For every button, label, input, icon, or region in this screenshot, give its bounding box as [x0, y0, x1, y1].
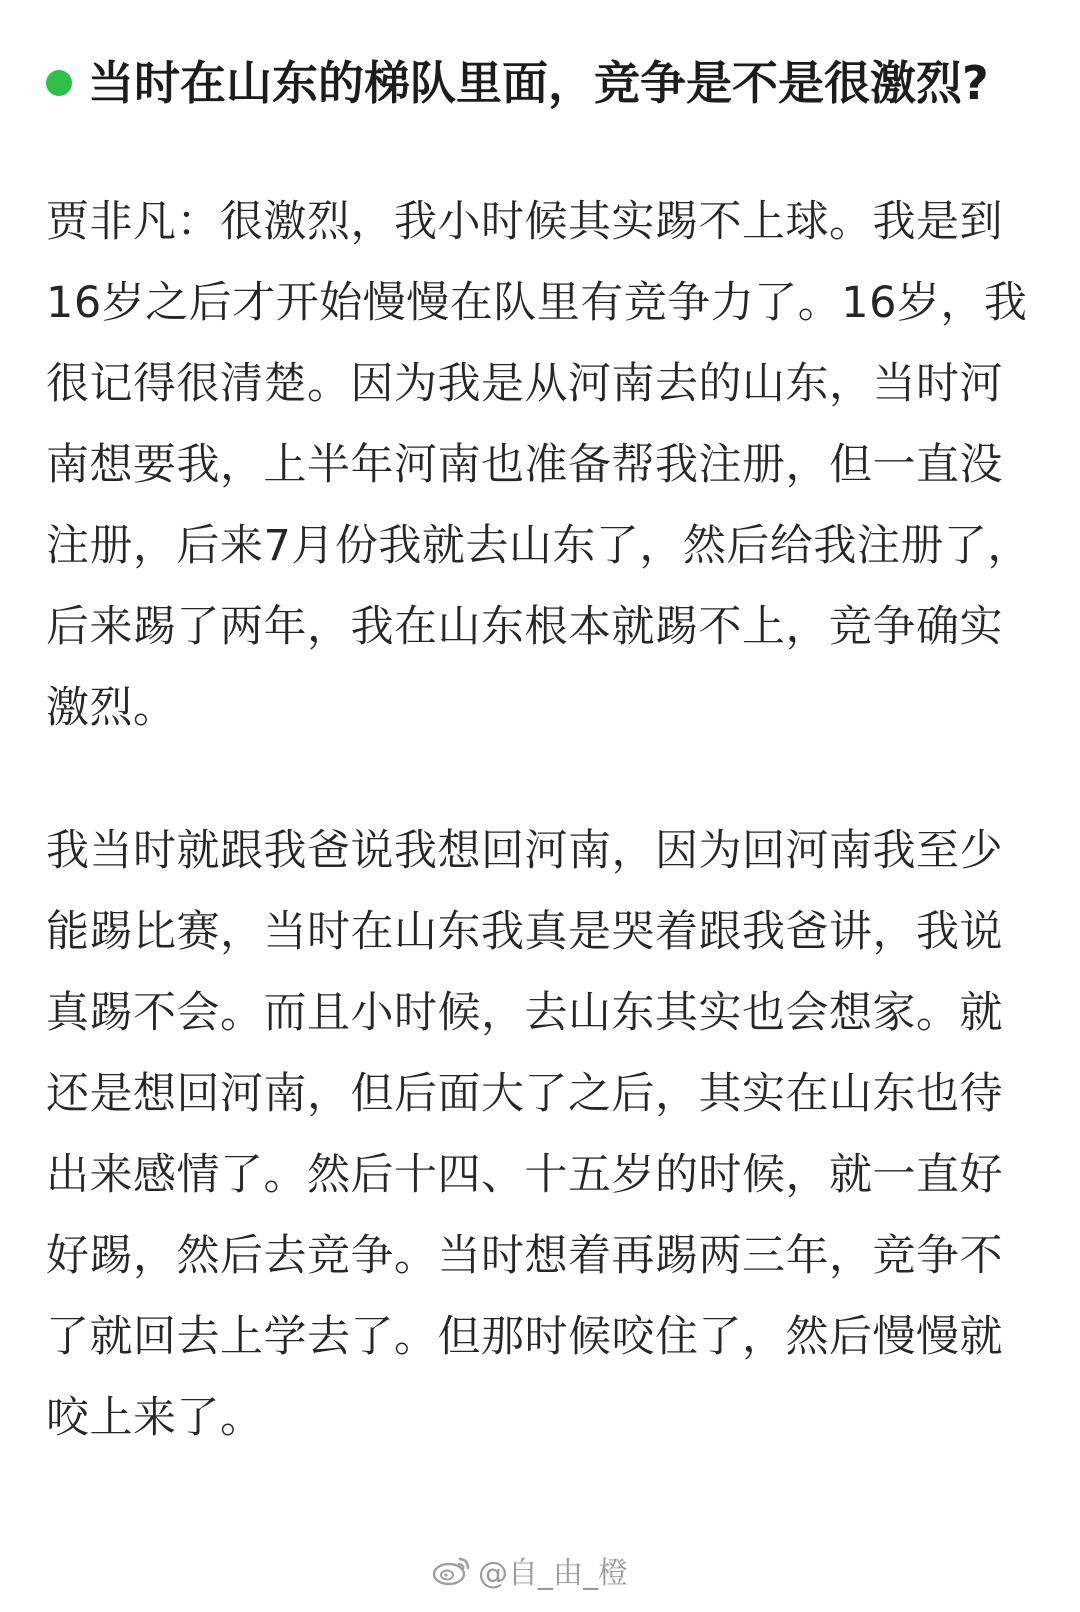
watermark — [432, 1548, 628, 1592]
question-text: 当时在山东的梯队里面，竞争是不是很激烈? — [88, 56, 989, 110]
weibo-icon — [432, 1554, 472, 1586]
answer-paragraph-2: 我当时就跟我爸说我想回河南，因为回河南我至少能踢比赛，当时在山东我真是哭着跟我爸讲，我说真踢不会。而且小时候，去山东其实也会想家。就还是想回河南，但后面大了之后，其实在山东也待出来感情了。然后十四、十五岁的时候，就一直好好踢，然后去竞争。当时想着再踢两三年，竞争不了就回去上学去了。但那时候咬住了，然后慢慢就咬上来了。 — [46, 826, 1003, 1443]
answer-paragraph-1: 贾非凡：很激烈，我小时候其实踢不上球。我是到16岁之后才开始慢慢在队里有竞争力了。16岁，我很记得很清楚。因为我是从河南去的山东，当时河南想要我，上半年河南也准备帮我注册，但一直没注册，后来7月份我就去山东了，然后给我注册了，后来踢了两年，我在山东根本就踢不上，竞争确实激烈。 — [46, 197, 1031, 733]
watermark-text: @自_由_橙 — [478, 1556, 628, 1591]
question-heading — [46, 40, 1036, 126]
article — [46, 40, 1036, 1459]
green-bullet-icon — [46, 70, 72, 96]
